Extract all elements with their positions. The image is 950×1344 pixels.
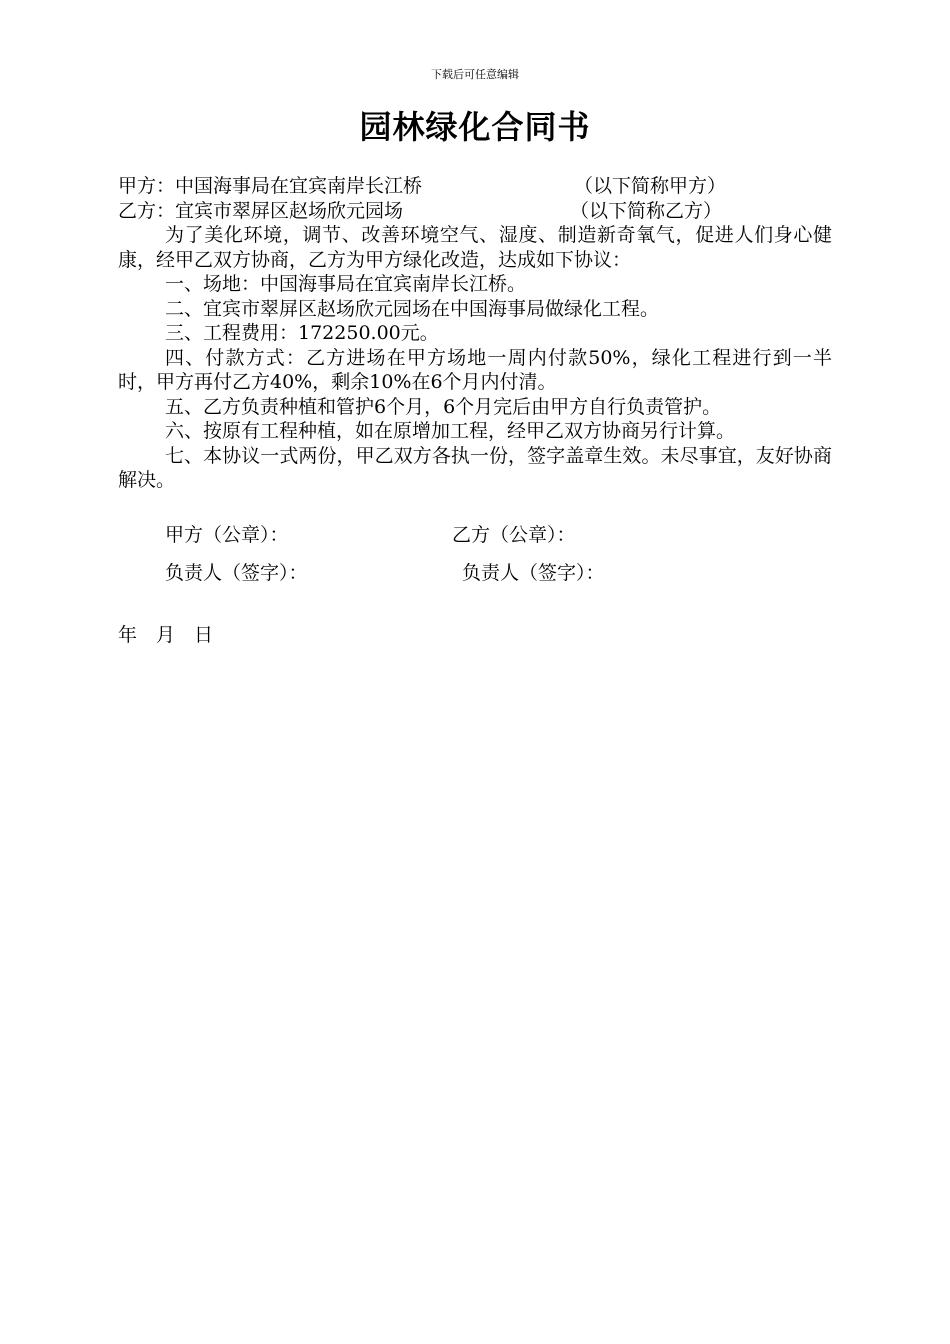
party-b-alias: （以下简称乙方） (570, 199, 723, 222)
party-b-line (118, 199, 832, 224)
party-b-signer: 负责人（签字）： (462, 562, 605, 584)
clause-1: 一、场地：中国海事局在宜宾南岸长江桥。 (165, 273, 527, 295)
party-a-line (118, 174, 832, 199)
clause-3: 三、工程费用：172250.00元。 (165, 322, 439, 344)
party-a-label: 甲方：中国海事局在宜宾南岸长江桥 (118, 175, 423, 197)
clause-5: 五、乙方负责种植和管护6个月，6个月完后由甲方自行负责管护。 (165, 395, 722, 418)
party-a-signer: 负责人（签字）： (165, 562, 308, 584)
party-a-seal: 甲方（公章）： (165, 524, 289, 546)
paragraph-intro: 为了美化环境，调节、改善环境空气、湿度、制造新奇氧气，促进人们身心健康，经甲乙双方协商，乙方为甲方绿化改造，达成如下协议： (118, 224, 832, 271)
party-b-label: 乙方：宜宾市翠屏区赵场欣元园场 (118, 199, 404, 222)
header-note: 下载后可任意编辑 (431, 68, 519, 81)
document-title: 园林绿化合同书 (359, 108, 591, 146)
party-b-seal: 乙方（公章）： (452, 524, 576, 546)
clause-4: 四、付款方式：乙方进场在甲方场地一周内付款50%，绿化工程进行到一半时，甲方再付乙方40%，剩余10%在6个月内付清。 (118, 346, 832, 393)
clause-2: 二、宜宾市翠屏区赵场欣元园场在中国海事局做绿化工程。 (165, 297, 660, 320)
party-a-alias: （以下简称甲方） (574, 175, 727, 197)
date-line: 年 月 日 (118, 624, 214, 646)
contract-body (118, 174, 832, 493)
clause-7: 七、本协议一式两份，甲乙双方各执一份，签字盖章生效。未尽事宜，友好协商解决。 (118, 444, 832, 491)
clause-6: 六、按原有工程种植，如在原增加工程，经甲乙双方协商另行计算。 (165, 420, 736, 442)
